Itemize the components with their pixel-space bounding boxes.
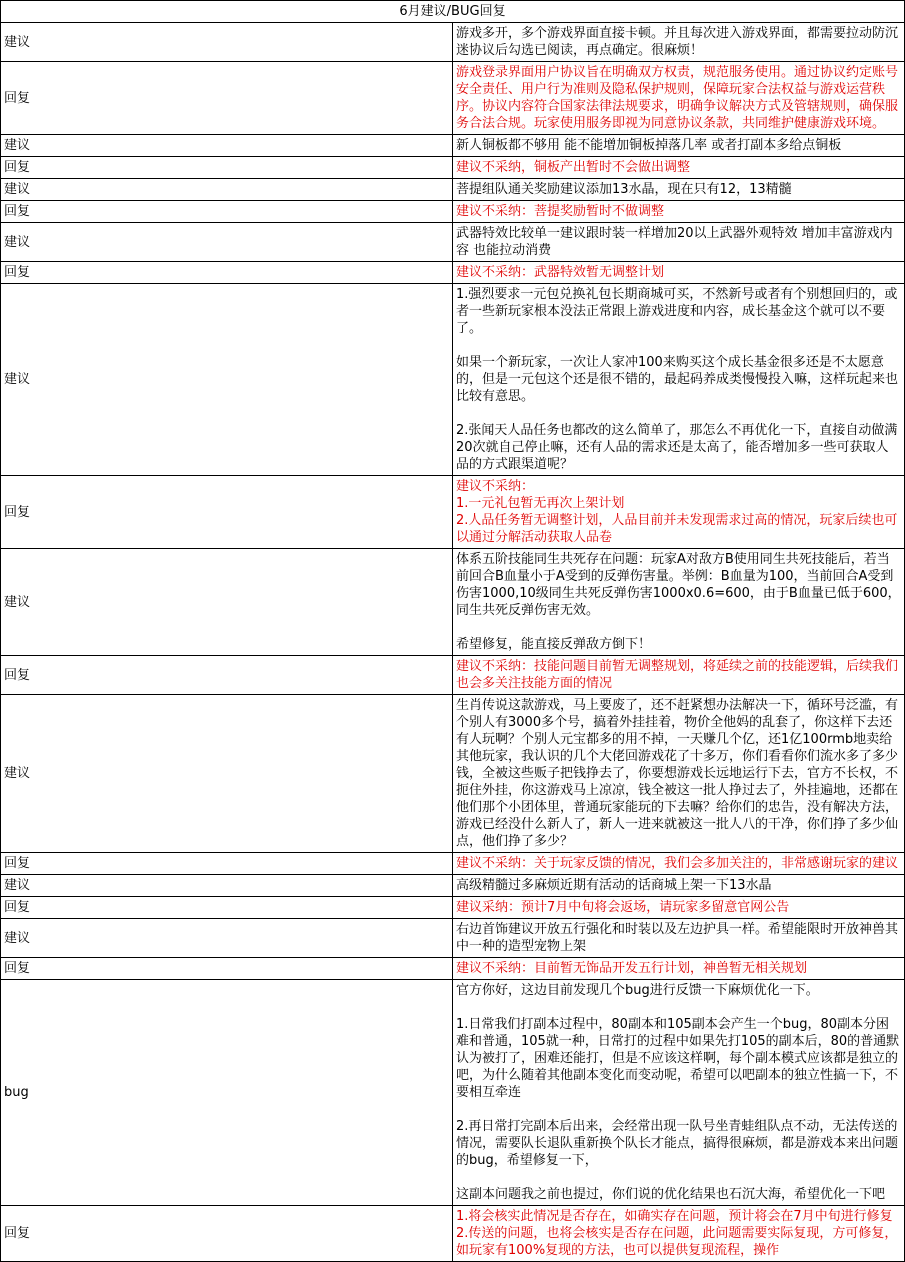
reply-row [1, 62, 905, 135]
suggestion-text [453, 23, 905, 62]
reply-row [1, 201, 905, 223]
text-line: 右边首饰建议开放五行强化和时装以及左边护具一样。希望能限时开放神兽其中一种的造型宠物上架 [456, 922, 899, 954]
reply-row [1, 853, 905, 875]
feedback-table-body [1, 1, 905, 1262]
text-line: 建议不采纳： [456, 479, 535, 494]
suggestion-row [1, 23, 905, 62]
row-label: 建议 [1, 135, 453, 157]
row-label: 建议 [1, 23, 453, 62]
row-label: 建议 [1, 179, 453, 201]
text-line: 2.张闻天人品任务也都改的这么简单了，那怎么不再优化一下，直接自动做满20次就自己停止嘛，还有人品的需求还是太高了，能否增加多一些可获取人品的方式跟渠道呢？ [456, 423, 898, 472]
text-line: 建议不采纳：技能问题目前暂无调整规划，将延续之前的技能逻辑，后续我们也会多关注技能方面的情况 [456, 659, 899, 691]
text-line: 1.日常我们打副本过程中，80副本和105副本会产生一个bug，80副本分困难和普通，105就一种，日常打的过程中如果先打105的副本后，80的普通默认为被打了，困难还能打，但是不应该这样啊，每个副本模式应该都是独立的吧，为什么随着其他副本变化而变动呢，希望可以吧副本的独立性搞一下，不要相互牵连 [456, 1017, 900, 1100]
reply-text [453, 157, 905, 179]
text-line: 官方你好，这边目前发现几个bug进行反馈一下麻烦优化一下。 [456, 983, 819, 998]
reply-row [1, 476, 905, 549]
text-line [456, 619, 901, 636]
suggestion-text [453, 919, 905, 958]
suggestion-row [1, 919, 905, 958]
title-row [1, 1, 905, 23]
text-line: 2.人品任务暂无调整计划，人品目前并未发现需求过高的情况，玩家后续也可以通过分解活动获取人品卷 [456, 513, 898, 545]
row-label: 回复 [1, 656, 453, 695]
text-line: 游戏多开，多个游戏界面直接卡顿。并且每次进入游戏界面，都需要拉动防沉迷协议后勾选已阅读，再点确定。很麻烦！ [456, 26, 899, 58]
text-line: 建议不采纳：关于玩家反馈的情况，我们会多加关注的，非常感谢玩家的建议 [456, 856, 899, 871]
text-line: 菩提组队通关奖励建议添加13水晶，现在只有12，13精髓 [456, 182, 792, 197]
suggestion-row [1, 179, 905, 201]
reply-row [1, 262, 905, 284]
reply-text [453, 958, 905, 980]
text-line: 如果一个新玩家，一次让人家冲100来购买这个成长基金很多还是不太愿意的，但是一元包这个还是很不错的，最起码养成类慢慢投入嘛，这样玩起来也比较有意思。 [456, 355, 899, 404]
suggestion-text [453, 284, 905, 476]
suggestion-row [1, 284, 905, 476]
row-label: 回复 [1, 157, 453, 179]
reply-text [453, 62, 905, 135]
text-line: 体系五阶技能同生共死存在问题：玩家A对敌方B使用同生共死技能后，若当前回合B血量小于A受到的反弹伤害量。举例：B血量为100，当前回合A受到伤害1000,10级同生共死反弹伤害1000x0.6=600，由于B血量已低于600，同生共死反弹伤害无效。 [456, 552, 901, 618]
suggestion-row [1, 695, 905, 853]
reply-row [1, 897, 905, 919]
text-line [456, 1169, 901, 1186]
row-label: 回复 [1, 853, 453, 875]
row-label: 回复 [1, 476, 453, 549]
reply-text [453, 1206, 905, 1262]
text-line: 2.再日常打完副本后出来，会经常出现一队号坐青蛙组队点不动，无法传送的情况，需要队长退队重新换个队长才能点，搞得很麻烦，都是游戏本来出问题的bug，希望修复一下， [456, 1119, 899, 1168]
reply-row [1, 656, 905, 695]
text-line: 希望修复，能直接反弹敌方倒下！ [456, 637, 652, 652]
suggestion-text [453, 549, 905, 656]
row-label: 回复 [1, 262, 453, 284]
row-label: 建议 [1, 549, 453, 656]
row-label: 回复 [1, 1206, 453, 1262]
suggestion-row [1, 549, 905, 656]
text-line: 这副本问题我之前也提过，你们说的优化结果也石沉大海，希望优化一下吧 [456, 1187, 886, 1202]
reply-text [453, 262, 905, 284]
row-label: 建议 [1, 284, 453, 476]
suggestion-text [453, 135, 905, 157]
text-line: 建议不采纳，铜板产出暂时不会做出调整 [456, 160, 691, 175]
reply-text [453, 897, 905, 919]
suggestion-text [453, 179, 905, 201]
suggestion-row [1, 223, 905, 262]
suggestion-row [1, 875, 905, 897]
suggestion-text [453, 695, 905, 853]
reply-text [453, 476, 905, 549]
text-line [456, 999, 901, 1016]
row-label: 建议 [1, 919, 453, 958]
row-label: 建议 [1, 223, 453, 262]
text-line: 建议不采纳：武器特效暂无调整计划 [456, 265, 665, 280]
text-line: 1.一元礼包暂无再次上架计划 [456, 496, 625, 511]
suggestion-text [453, 875, 905, 897]
text-line: 1.强烈要求一元包兑换礼包长期商城可买，不然新号或者有个别想回归的，或者一些新玩家根本没法正常跟上游戏进度和内容，成长基金这个就可以不要了。 [456, 287, 898, 336]
text-line: 1.将会核实此情况是否存在，如确实存在问题，预计将会在7月中旬进行修复 [456, 1209, 893, 1224]
bug-row [1, 980, 905, 1206]
reply-row [1, 1206, 905, 1262]
row-label: 回复 [1, 201, 453, 223]
row-label: 建议 [1, 875, 453, 897]
row-label: 回复 [1, 897, 453, 919]
row-label: 回复 [1, 958, 453, 980]
text-line [456, 405, 901, 422]
row-label: bug [1, 980, 453, 1206]
text-line: 武器特效比较单一建议跟时装一样增加20以上武器外观特效 增加丰富游戏内容 也能拉动消费 [456, 226, 893, 258]
text-line: 高级精髓过多麻烦近期有活动的话商城上架一下13水晶 [456, 878, 772, 893]
table-title: 6月建议/BUG回复 [1, 1, 905, 23]
text-line: 游戏登录界面用户协议旨在明确双方权责，规范服务使用。通过协议约定账号安全责任、用户行为准则及隐私保护规则，保障玩家合法权益与游戏运营秩序。协议内容符合国家法律法规要求，明确争议解决方式及管辖规则，确保服务合法合规。玩家使用服务即视为同意协议条款，共同维护健康游戏环境。 [456, 65, 899, 131]
suggestion-row [1, 135, 905, 157]
reply-text [453, 853, 905, 875]
text-line: 新人铜板都不够用 能不能增加铜板掉落几率 或者打副本多给点铜板 [456, 138, 842, 153]
text-line [456, 337, 901, 354]
reply-row [1, 157, 905, 179]
reply-row [1, 958, 905, 980]
text-line: 生肖传说这款游戏，马上要废了，还不赶紧想办法解决一下，循环号泛滥，有个别人有3000多个号，搞着外挂挂着，物价全他妈的乱套了，你这样下去还有人玩啊？个别人元宝都多的用不掉，一天赚几个亿，还1亿100rmb地卖给其他玩家，我认识的几个大佬回游戏花了十多万，你们看看你们流水多了多少钱，全被这些贩子把钱挣去了，你要想游戏长远地运行下去，官方不长权，不扼住外挂，你这游戏马上凉凉，钱全被这一批人挣过去了，外挂遍地，还都在他们那个小团体里，普通玩家能玩的下去嘛？给你们的忠告，没有解决方法，游戏已经没什么新人了，新人一进来就被这一批人八的干净，你们挣了多少仙点，他们挣了多少？ [456, 698, 899, 849]
reply-text [453, 201, 905, 223]
text-line [456, 1101, 901, 1118]
suggestion-text [453, 223, 905, 262]
reply-text [453, 656, 905, 695]
text-line: 2.传送的问题，也将会核实是否存在问题，此问题需要实际复现，方可修复，如玩家有100%复现的方法，也可以提供复现流程，操作 [456, 1226, 898, 1258]
suggestion-text [453, 980, 905, 1206]
text-line: 建议不采纳：目前暂无饰品开发五行计划，神兽暂无相关规划 [456, 961, 808, 976]
row-label: 建议 [1, 695, 453, 853]
text-line: 建议采纳：预计7月中旬将会返场，请玩家多留意官网公告 [456, 900, 790, 915]
text-line: 建议不采纳：菩提奖励暂时不做调整 [456, 204, 665, 219]
row-label: 回复 [1, 62, 453, 135]
